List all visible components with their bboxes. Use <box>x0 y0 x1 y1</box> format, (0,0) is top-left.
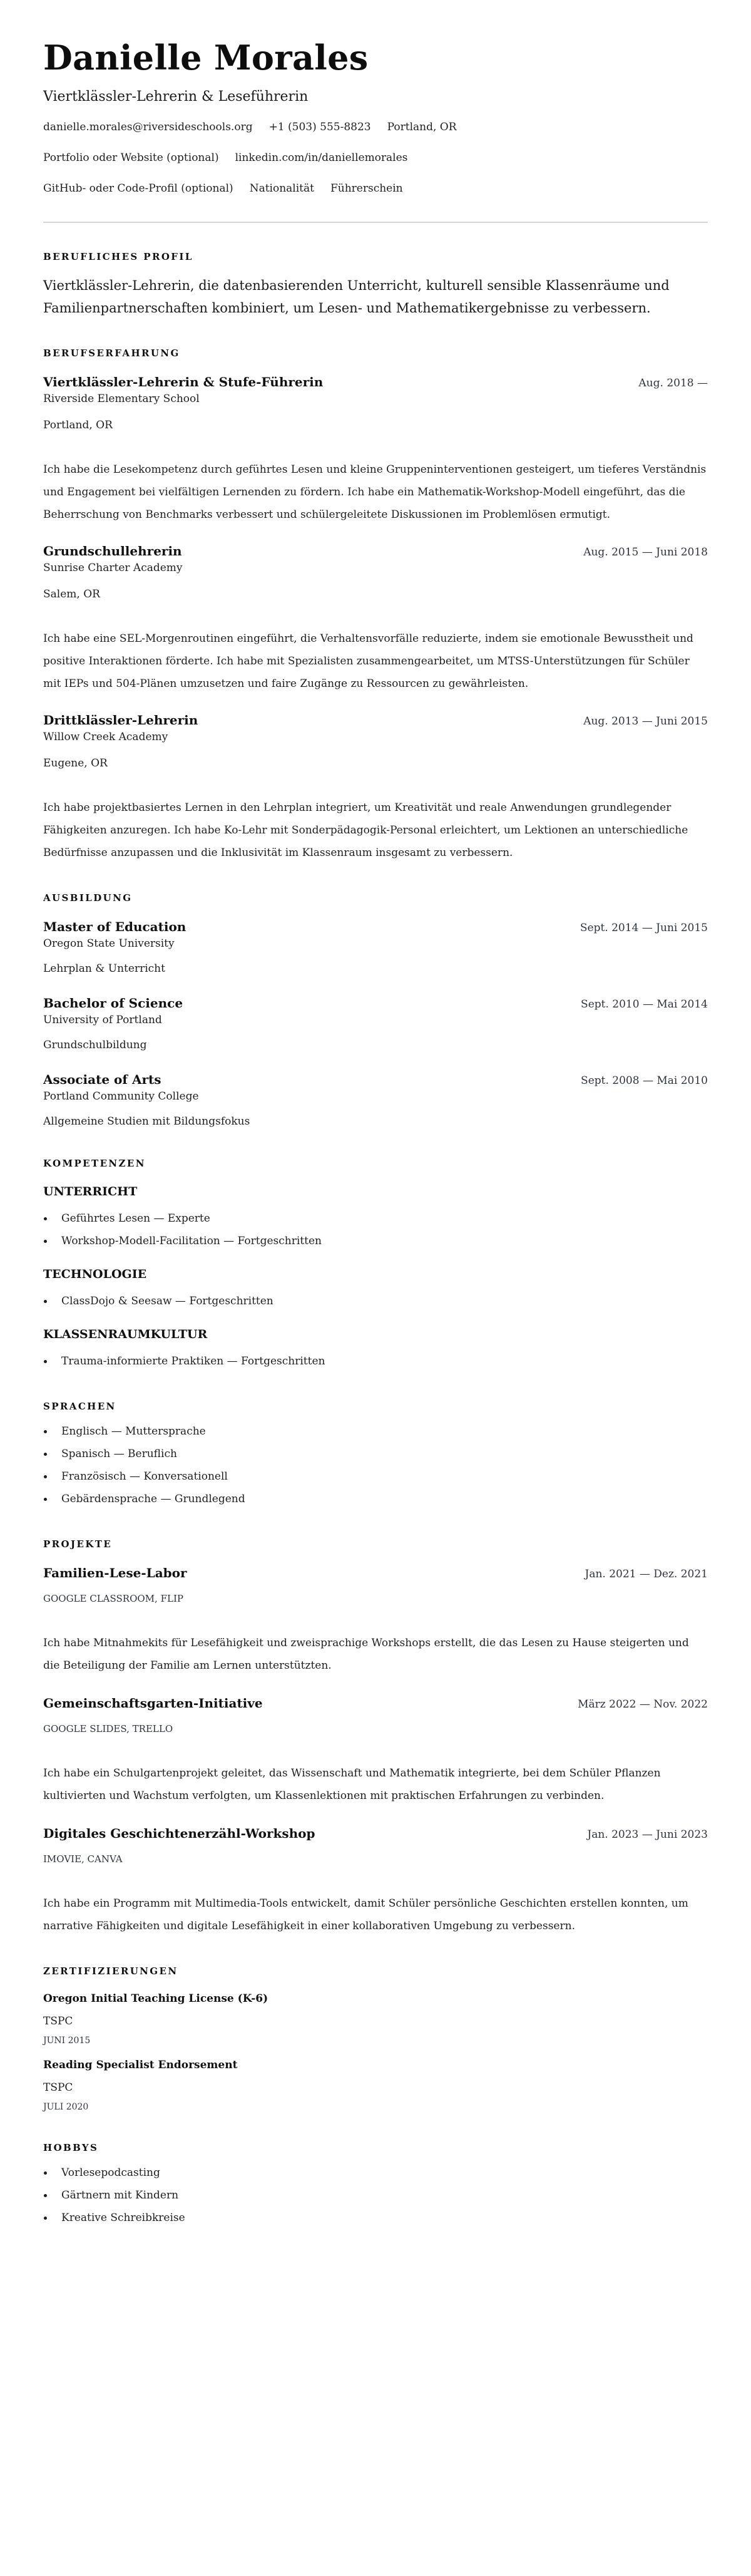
skill-list <box>43 1290 708 1312</box>
project-date: Jan. 2021 — Dez. 2021 <box>585 1568 708 1580</box>
school-name: Portland Community College <box>43 1090 199 1103</box>
skill-group-title: UNTERRICHT <box>43 1185 138 1198</box>
language-item: Französisch — Konversationell <box>43 1465 708 1488</box>
project-tech: GOOGLE CLASSROOM, FLIP <box>43 1593 183 1604</box>
project-tech: GOOGLE SLIDES, TRELLO <box>43 1723 173 1734</box>
section-title: HOBBYS <box>43 2142 99 2153</box>
certification-name: Reading Specialist Endorsement <box>43 2059 238 2071</box>
project-entry <box>43 1564 708 1677</box>
project-entry <box>43 1694 708 1807</box>
job-title: Viertklässler-Lehrerin & Stufe-Führerin <box>43 374 324 389</box>
project-description: Ich habe Mitnahmekits für Lesefähigkeit und zweisprachige Workshops erstellt, die das Lesen zu Hause steigerten und die Beteiligung der Familie am Lernen unterstützten. <box>43 1637 689 1672</box>
skill-item: ClassDojo & Seesaw — Fortgeschritten <box>43 1290 708 1312</box>
field-of-study: Lehrplan & Unterricht <box>43 962 165 975</box>
candidate-headline: Viertklässler-Lehrerin & Leseführerin <box>43 89 309 105</box>
profile-section <box>43 250 708 319</box>
section-title: BERUFSERFAHRUNG <box>43 348 180 359</box>
project-description: Ich habe ein Programm mit Multimedia-Tools entwickelt, damit Schüler persönliche Geschichten erstellen konnten, um narrative Fähigkeiten und digitale Lesefähigkeit in einer kollaborativen Umgebung zu verbessern. <box>43 1897 688 1932</box>
portfolio-link[interactable]: Portfolio oder Website (optional) <box>43 152 219 164</box>
contact-row <box>43 120 708 134</box>
certifications-section <box>43 1965 708 2114</box>
education-entry <box>43 1071 708 1130</box>
project-name: Gemeinschaftsgarten-Initiative <box>43 1696 263 1711</box>
certification-entry <box>43 1991 708 2048</box>
language-item: Englisch — Muttersprache <box>43 1420 708 1443</box>
school-name: Oregon State University <box>43 937 175 950</box>
section-title: SPRACHEN <box>43 1401 116 1412</box>
job-description: Ich habe projektbasiertes Lernen in den Lehrplan integriert, um Kreativität und reale Anwendungen grundlegender Fähigkeiten anzuregen. Ich habe Ko-Lehr mit Sonderpädagogik-Personal erleichtert, um Lektionen an unterschiedliche Bedürfnisse anzupassen und die Inklusivität im Klassenraum insgesamt zu verbessern. <box>43 801 688 859</box>
languages-section <box>43 1400 708 1510</box>
field-of-study: Grundschulbildung <box>43 1039 147 1051</box>
contact-row <box>43 151 708 165</box>
drivers-license: Führerschein <box>330 182 403 195</box>
job-company: Willow Creek Academy <box>43 731 168 743</box>
projects-section <box>43 1538 708 1937</box>
language-item: Gebärdensprache — Grundlegend <box>43 1488 708 1510</box>
hobbies-section <box>43 2141 708 2229</box>
section-title: KOMPETENZEN <box>43 1158 146 1169</box>
education-entry <box>43 994 708 1053</box>
job-date: Aug. 2013 — Juni 2015 <box>583 715 708 728</box>
job-description: Ich habe eine SEL-Morgenroutinen eingeführt, die Verhaltensvorfälle reduzierte, indem sie emotionale Bewusstheit und positive Interaktionen förderte. Ich habe mit Spezialisten zusammengearbeitet, um MTSS-Unterstützungen für Schüler mit IEPs und 504-Plänen umzusetzen und faire Zugänge zu Ressourcen zu gewährleisten. <box>43 632 693 690</box>
skill-list <box>43 1350 708 1373</box>
skill-item: Geführtes Lesen — Experte <box>43 1207 708 1230</box>
project-tech: IMOVIE, CANVA <box>43 1853 123 1865</box>
job-date: Aug. 2015 — Juni 2018 <box>583 546 708 559</box>
job-description: Ich habe die Lesekompetenz durch geführtes Lesen und kleine Gruppeninterventionen gesteigert, um tieferes Verständnis und Engagement bei vielfältigen Lernenden zu fördern. Ich habe ein Mathematik-Workshop-Modell eingeführt, das die Beherrschung von Benchmarks verbessert und schülergeleitete Diskussionen im Problemlösen ermutigt. <box>43 463 707 521</box>
language-list <box>43 1420 708 1510</box>
hobby-list <box>43 2161 708 2229</box>
project-date: Jan. 2023 — Juni 2023 <box>587 1828 708 1841</box>
degree-title: Associate of Arts <box>43 1072 161 1087</box>
github-link[interactable]: GitHub- oder Code-Profil (optional) <box>43 182 233 195</box>
project-description: Ich habe ein Schulgartenprojekt geleitet, das Wissenschaft und Mathematik integrierte, bei dem Schüler Pflanzen kultivierten und Wachstum verfolgten, um Klassenlektionen mit praktischen Erfahrungen zu verbinden. <box>43 1767 661 1802</box>
job-location: Eugene, OR <box>43 757 108 770</box>
job-company: Riverside Elementary School <box>43 393 200 405</box>
skill-group-title: TECHNOLOGIE <box>43 1267 147 1281</box>
resume-header <box>43 35 708 195</box>
project-entry <box>43 1825 708 1937</box>
job-entry <box>43 373 708 526</box>
experience-section <box>43 347 708 864</box>
contact-row <box>43 182 708 195</box>
project-name: Digitales Geschichtenerzähl-Workshop <box>43 1826 315 1841</box>
section-title: BERUFLICHES PROFIL <box>43 251 193 262</box>
job-title: Drittklässler-Lehrerin <box>43 713 198 728</box>
education-date: Sept. 2010 — Mai 2014 <box>581 998 708 1011</box>
contact-info <box>43 120 708 195</box>
job-date: Aug. 2018 — <box>638 377 708 389</box>
job-entry <box>43 542 708 695</box>
section-title: AUSBILDUNG <box>43 892 133 904</box>
degree-title: Master of Education <box>43 919 186 934</box>
job-location: Salem, OR <box>43 588 100 600</box>
language-item: Spanisch — Beruflich <box>43 1443 708 1465</box>
job-company: Sunrise Charter Academy <box>43 562 183 574</box>
certification-date: JULI 2020 <box>43 2102 89 2112</box>
hobby-item: Gärtnern mit Kindern <box>43 2184 708 2207</box>
job-location: Portland, OR <box>43 419 113 431</box>
degree-title: Bachelor of Science <box>43 996 183 1011</box>
education-date: Sept. 2014 — Juni 2015 <box>580 922 708 934</box>
skill-group-title: KLASSENRAUMKULTUR <box>43 1327 208 1341</box>
project-date: März 2022 — Nov. 2022 <box>578 1698 708 1711</box>
header-divider <box>43 222 708 223</box>
education-section <box>43 892 708 1130</box>
certification-issuer: TSPC <box>43 2081 73 2094</box>
job-entry <box>43 711 708 864</box>
skill-item: Workshop-Modell-Facilitation — Fortgeschritten <box>43 1230 708 1252</box>
certification-issuer: TSPC <box>43 2015 73 2027</box>
nationality: Nationalität <box>249 182 314 195</box>
linkedin-link[interactable]: linkedin.com/in/daniellemorales <box>235 152 408 164</box>
email-link[interactable]: danielle.morales@riversideschools.org <box>43 121 253 133</box>
certification-date: JUNI 2015 <box>43 2036 91 2046</box>
skills-section <box>43 1157 708 1373</box>
candidate-name: Danielle Morales <box>43 38 369 78</box>
skill-item: Trauma-informierte Praktiken — Fortgeschritten <box>43 1350 708 1373</box>
skill-list <box>43 1207 708 1252</box>
education-date: Sept. 2008 — Mai 2010 <box>581 1074 708 1087</box>
phone-number[interactable]: +1 (503) 555-8823 <box>268 121 371 133</box>
hobby-item: Vorlesepodcasting <box>43 2161 708 2184</box>
education-entry <box>43 918 708 977</box>
section-title: ZERTIFIZIERUNGEN <box>43 1965 178 1977</box>
certification-entry <box>43 2058 708 2114</box>
hobby-item: Kreative Schreibkreise <box>43 2207 708 2229</box>
job-title: Grundschullehrerin <box>43 544 182 559</box>
certification-name: Oregon Initial Teaching License (K-6) <box>43 1992 268 2005</box>
school-name: University of Portland <box>43 1014 162 1026</box>
location: Portland, OR <box>387 121 457 133</box>
project-name: Familien-Lese-Labor <box>43 1565 187 1580</box>
field-of-study: Allgemeine Studien mit Bildungsfokus <box>43 1115 250 1128</box>
profile-summary: Viertklässler-Lehrerin, die datenbasierenden Unterricht, kulturell sensible Klassenräume und Familienpartnerschaften kombiniert, um Lesen- und Mathematikergebnisse zu verbessern. <box>43 278 670 316</box>
section-title: PROJEKTE <box>43 1538 113 1550</box>
